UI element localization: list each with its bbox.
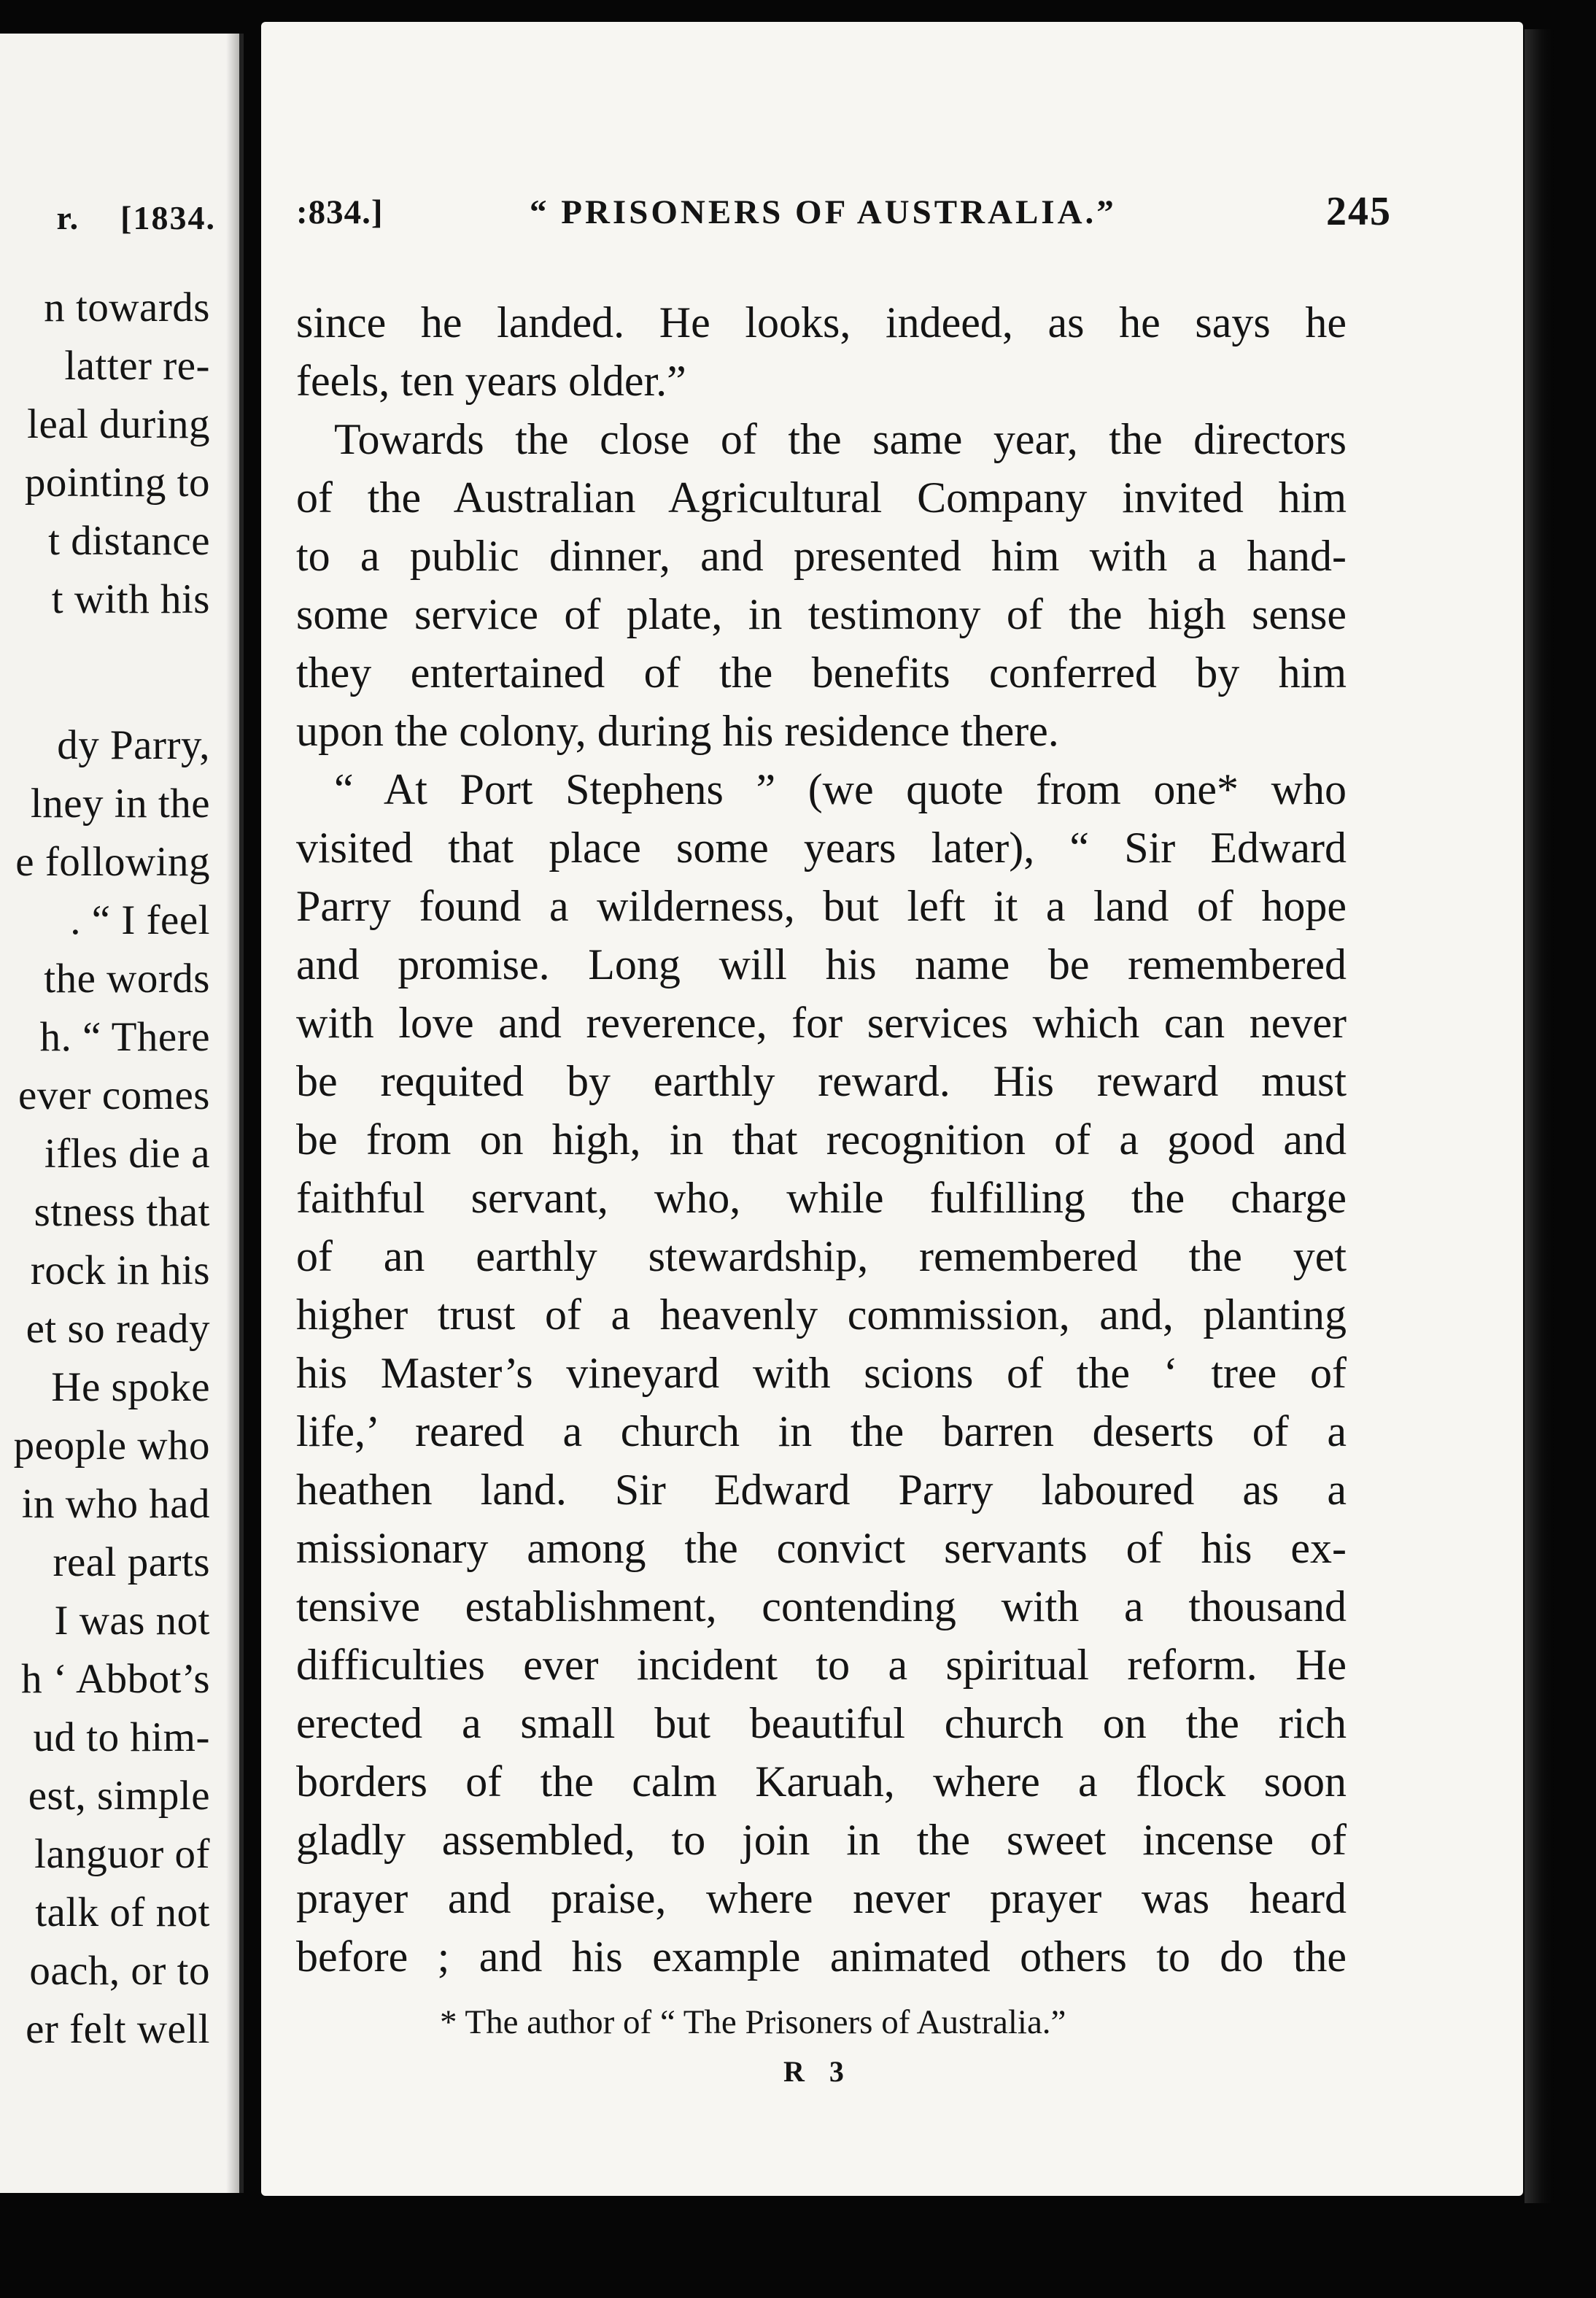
body-line: difficulties ever incident to a spiritual reform. He [296,1641,1347,1689]
body-line: missionary among the convict servants of his ex- [296,1524,1347,1572]
body-line: and promise. Long will his name be remembered [296,940,1347,989]
left-text-line: er felt well [26,2006,210,2052]
running-head [296,189,1392,244]
left-text-line: stness that [34,1189,210,1235]
body-line: of the Australian Agricultural Company invited him [296,473,1347,522]
body-line: “ At Port Stephens ” (we quote from one* who [334,765,1347,813]
body-line: life,’ reared a church in the barren deserts of a [296,1407,1347,1455]
left-text-line: h ‘ Abbot’s [21,1656,210,1702]
left-text-line: ifles die a [44,1131,210,1177]
page-number: 245 [1326,189,1392,234]
body-line: gladly assembled, to join in the sweet incense of [296,1816,1347,1864]
body-line: be requited by earthly reward. His reward must [296,1057,1347,1105]
left-running-head [56,198,216,237]
body-line: since he landed. He looks, indeed, as he says he [296,298,1347,347]
left-text-line: pointing to [24,460,210,506]
body-line: feels, ten years older.” [296,357,686,405]
left-text-line: languor of [34,1831,210,1877]
book-spine-edge [1525,29,1554,2203]
running-head-year: :834.] [296,193,384,231]
left-text-line: . “ I feel [70,897,210,943]
body-line: with love and reverence, for services which can never [296,999,1347,1047]
left-text-line: lney in the [30,781,210,827]
body-line: upon the colony, during his residence there. [296,707,1059,755]
body-line: to a public dinner, and presented him with a hand- [296,532,1347,580]
body-line: be from on high, in that recognition of a good and [296,1115,1347,1164]
body-line: Parry found a wilderness, but left it a land of hope [296,882,1347,930]
body-line: higher trust of a heavenly commission, and, planting [296,1291,1347,1339]
right-page [261,22,1523,2196]
left-text-line: rock in his [30,1247,210,1293]
left-text-line: et so ready [26,1306,210,1352]
body-line: faithful servant, who, while fulfilling the charge [296,1174,1347,1222]
left-running-head-fragment: r. [56,199,80,236]
footnote: * The author of “ The Prisoners of Australia.” [440,2003,1066,2041]
left-text-line: n towards [44,285,210,330]
left-text-line: leal during [27,401,210,447]
body-line: erected a small but beautiful church on the rich [296,1699,1347,1747]
left-text-line: ever comes [18,1072,210,1118]
left-text-line: real parts [53,1539,210,1585]
left-text-line: ud to him- [33,1714,210,1760]
left-text-line: dy Parry, [57,722,210,768]
body-line: of an earthly stewardship, remembered the yet [296,1232,1347,1280]
left-text-line: I was not [54,1598,210,1644]
body-line: they entertained of the benefits conferred by him [296,649,1347,697]
left-text-line: talk of not [35,1889,210,1935]
body-line: some service of plate, in testimony of the high sense [296,590,1347,638]
body-line: Towards the close of the same year, the directors [334,415,1347,463]
body-line: tensive establishment, contending with a thousand [296,1582,1347,1630]
left-text-line: people who [13,1423,210,1469]
left-text-line: the words [44,956,210,1002]
running-head-title: “ PRISONERS OF AUSTRALIA.” [530,193,1117,231]
left-text-line: t distance [48,518,210,564]
left-text-line: He spoke [51,1364,210,1410]
left-text-line: in who had [21,1481,210,1527]
body-line: heathen land. Sir Edward Parry laboured as a [296,1466,1347,1514]
left-text-line: e following [15,839,210,885]
left-text-line: latter re- [64,343,210,389]
body-line: his Master’s vineyard with scions of the ‘ tree of [296,1349,1347,1397]
left-text-line: oach, or to [29,1948,210,1994]
body-line: prayer and praise, where never prayer was heard [296,1874,1347,1922]
body-line: borders of the calm Karuah, where a flock soon [296,1757,1347,1806]
signature-mark: R 3 [783,2055,853,2088]
body-line: visited that place some years later), “ Sir Edward [296,824,1347,872]
gutter-shadow [226,34,239,2193]
body-text [296,293,1347,1986]
left-running-head-year: [1834. [120,199,216,236]
left-text-line: est, simple [28,1773,210,1819]
left-page [0,34,244,2193]
left-text-line: t with his [51,576,210,622]
body-line: before ; and his example animated others to do the [296,1933,1347,1981]
left-text-line: h. “ There [39,1014,210,1060]
